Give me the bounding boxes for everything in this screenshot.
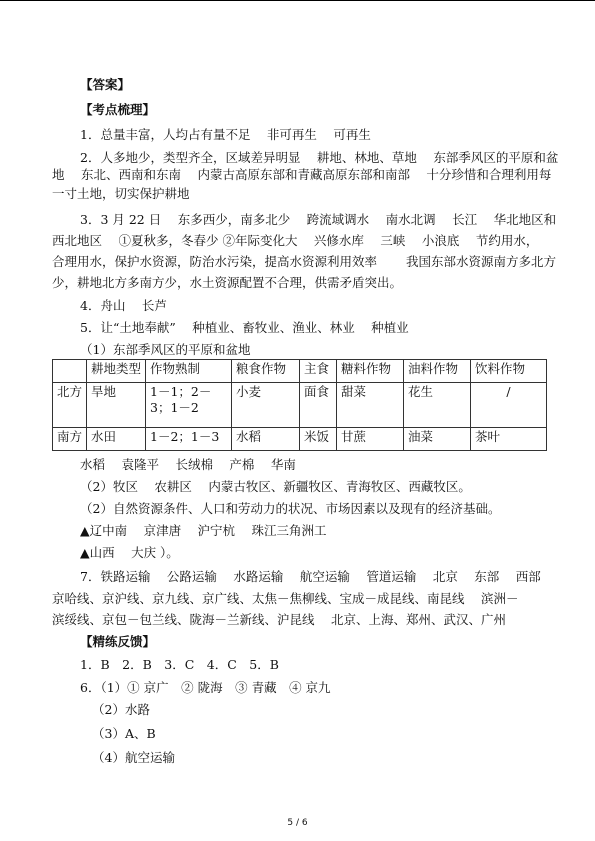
answer-line-after-table: 水稻 袁隆平 长绒棉 产棉 华南 [80,457,296,472]
table-row [53,383,547,428]
answer-line-3c: 合理用水，保护水资源，防治水污染，提高水资源利用效率 我国东部水资源南方多北方 [52,254,556,269]
answer-line-7b: 京哈线、京沪线、京九线、京广线、太焦－焦柳线、宝成－成昆线、南昆线 滨洲－ [52,591,519,606]
table-header-cell: 作物熟制 [146,360,232,383]
table-cell: 旱地 [87,383,146,428]
answer-line-3a: 3．3 月 22 日 东多西少，南多北少 跨流域调水 南水北调 长江 华北地区和 [80,212,557,227]
feedback-line-1: 1．B 2．B 3．C 4．C 5．B [80,657,279,672]
table-cell: 1－2；1－3 [146,428,232,451]
page-number: 5 / 6 [287,818,308,828]
table-cell: 水稻 [232,428,300,451]
answer-line-7a: 7．铁路运输 公路运输 水路运输 航空运输 管道运输 北京 东部 西部 [80,569,541,584]
table-header-row [53,360,547,383]
section-header-jinglian: 【精练反馈】 [80,634,156,649]
section-header-kaodian: 【考点梳理】 [80,102,156,117]
table-cell: 小麦 [232,383,300,428]
table-header-cell: 油料作物 [404,360,471,383]
feedback-line-2: 6．（1）① 京广 ② 陇海 ③ 青藏 ④ 京九 [80,680,331,695]
table-cell: 油菜 [404,428,471,451]
feedback-line-5: （4）航空运输 [92,750,175,765]
table-cell-line: 3；1－2 [150,400,199,415]
table-cell: 甜菜 [337,383,404,428]
table-header-cell: 耕地类型 [87,360,146,383]
table-header-cell: 饮料作物 [471,360,547,383]
top-rule [0,0,595,1]
answer-line-6: （2）自然资源条件、人口和劳动力的状况、市场因素以及现有的经济基础。 [80,501,501,516]
table-cell: / [471,383,547,428]
feedback-line-4: （3）A、B [92,726,156,741]
answer-line-5-1: （1）东部季风区的平原和盆地 [80,342,251,357]
answer-line-6b: ▲山西 大庆 ）。 [80,545,179,560]
table-row [53,428,547,451]
table-header-cell: 粮食作物 [232,360,300,383]
answer-line-7c: 滨绥线、京包－包兰线、陇海－兰新线、沪昆线 北京、上海、郑州、武汉、广州 [52,612,506,627]
answer-line-3d: 少，耕地北方多南方少，水土资源配置不合理，供需矛盾突出。 [52,275,403,290]
answer-line-1: 1．总量丰富，人均占有量不足 非可再生 可再生 [80,127,371,142]
table-cell-line: 1－1；2－ [150,384,212,399]
table-row-label: 南方 [53,428,87,451]
table-cell: 面食 [300,383,337,428]
feedback-line-3: （2）水路 [92,702,150,717]
answer-line-4: 4．舟山 长芦 [80,298,167,313]
answer-line-2c: 一寸土地，切实保护耕地 [52,186,190,201]
table-header-cell: 糖料作物 [337,360,404,383]
answer-line-2b: 地 东北、西南和东南 内蒙古高原东部和青藏高原东部和南部 十分珍惜和合理利用每 [52,167,552,182]
answer-line-2a: 2．人多地少，类型齐全，区域差异明显 耕地、林地、草地 东部季风区的平原和盆 [80,150,559,165]
answer-header: 【答案】 [80,77,131,92]
table-cell: 水田 [87,428,146,451]
answer-line-3b: 西北地区 ①夏秋多，冬春少 ②年际变化大 兴修水库 三峡 小浪底 节约用水， [52,233,539,248]
answer-line-5-2: （2）牧区 农耕区 内蒙古牧区、新疆牧区、青海牧区、西藏牧区。 [80,479,471,494]
table-row-label: 北方 [53,383,87,428]
table-cell: 花生 [404,383,471,428]
table-header-cell: 主食 [300,360,337,383]
table-corner-cell [53,360,87,383]
crop-table [52,359,547,451]
answer-line-6a: ▲辽中南 京津唐 沪宁杭 珠江三角洲工 [80,523,327,538]
table-cell: 甘蔗 [337,428,404,451]
table-cell: 茶叶 [471,428,547,451]
table-cell [146,383,232,428]
answer-line-5: 5．让“土地奉献” 种植业、畜牧业、渔业、林业 种植业 [80,320,409,335]
table-cell: 米饭 [300,428,337,451]
